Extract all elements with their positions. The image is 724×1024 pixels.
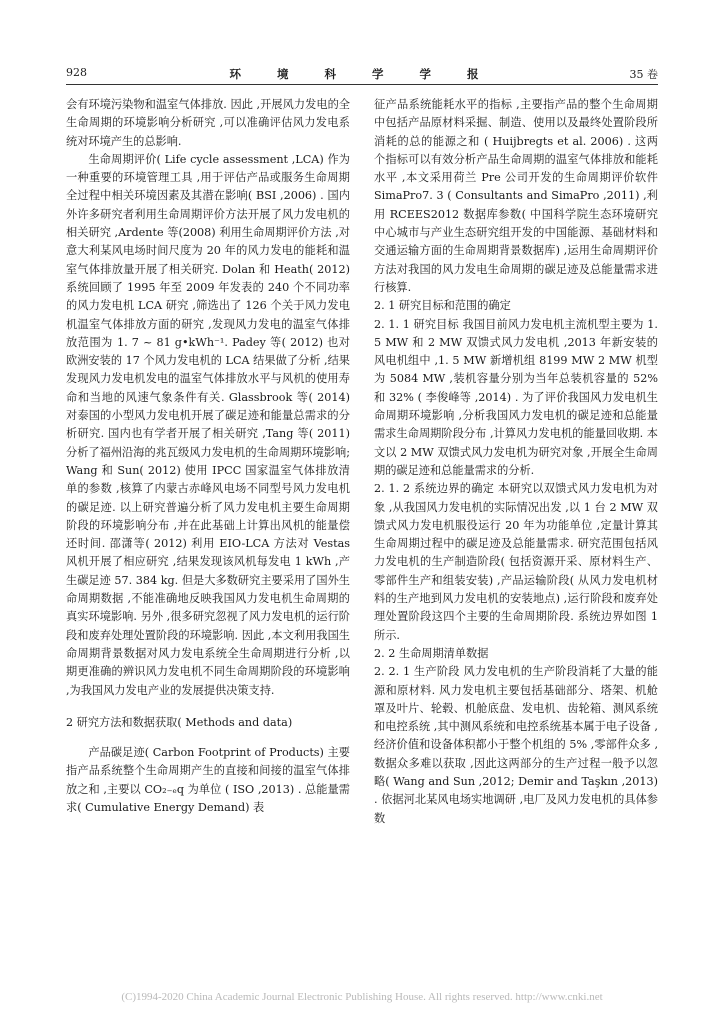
paragraph: 生命周期评价( Life cycle assessment ,LCA) 作为一种重要的环境管理工具 ,用于评估产品或服务生命周期全过程中相关环境因素及其潜在影响( BSI ,2006) . 国内外许多研究者利用生命周期评价方法开展了风力发电机的相关研究 ,Ardente 等(2008) 利用生命周期评价方法 ,对意大利某风电场时间尺度为 20 年的风力发电的能耗和温室气体排放量开展了相关研究. Dolan 和 Heath( 2012) 系统回顾了 1995 年至 2009 年发表的 240 个不同功率的风力发电机 LCA 研究 ,筛选出了 126 个关于风力发电机温室气体排放方面的研究 ,发现风力发电的温室气体排放范围为 1. 7 ~ 81 g•kWh⁻¹. Padey 等( 2012) 也对欧洲安装的 17 个风力发电机的 LCA 结果做了分析 ,结果发现风力发电机发电的温室气体排放水平与风机的使用寿命和当地的风速气象条件有关. Glassbrook 等( 2014) 对泰国的小型风力发电机开展了碳足迹和能量总需求的分析研究. 国内也有学者开展了相关研究 ,Tang 等( 2011) 分析了福州沿海的兆瓦级风力发电机的生命周期环境影响; Wang 和 Sun( 2012) 使用 IPCC 国家温室气体排放清单的参数 ,核算了内蒙古赤峰风电场不同型号风力发电机的碳足迹. 以上研究普遍分析了风力发电机主要生命周期阶段的环境影响分布 ,并在此基础上计算出风机的能量偿还时间. 邵潇等( 2012) 利用 EIO-LCA 方法对 Vestas 风机开展了相应研究 ,结果发现该风机每发电 1 kWh ,产生碳足迹 57. 384 kg. 但是大多数研究主要采用了国外生命周期数据 ,不能准确地反映我国风力发电机生命周期的真实环境影响. 另外 ,很多研究忽视了风力发电机的运行阶段和废弃处理处置阶段的环境影响. 因此 ,本文利用我国生命周期背景数据对风力发电系统全生命周期进行分析 ,以期更准确的辨识风力发电机不同生命周期阶段的环境影响 ,为我国风力发电产业的发展提供决策支持. xyxy=(66,152,350,697)
paragraph: 2. 1. 1 研究目标 我国目前风力发电机主流机型主要为 1. 5 MW 和 2 MW 双馈式风力发电机 ,2013 年新安装的风电机组中 ,1. 5 MW 新增机组 8199 MW 2 MW 机型为 5084 MW ,装机容量分别为当年总装机容量的 52% 和 32% ( 李俊峰等 ,2014) . 为了评价我国风力发电机生命周期环境影响 ,分析我国风力发电机的碳足迹和总能量需求生命周期阶段分布 ,计算风力发电机的能量回收期. 本文以 2 MW 双馈式风力发电机为研究对象 ,开展全生命周期的碳足迹和总能量需求的分析. xyxy=(374,317,658,477)
copyright-footer: (C)1994-2020 China Academic Journal Electronic Publishing House. All rights reserved. http://www.cnki.net xyxy=(121,991,603,1003)
paragraph: 征产品系统能耗水平的指标 ,主要指产品的整个生命周期中包括产品原材料采掘、制造、使用以及最终处置阶段所消耗的总的能源之和 ( Huijbregts et al. 2006) . 这两个指标可以有效分析产品生命周期的温室气体排放和能耗水平 ,本文采用荷兰 Pre 公司开发的生命周期评价软件 SimaPro7. 3 ( Consultants and SimaPro ,2011) ,利用 RCEES2012 数据库参数( 中国科学院生态环境研究中心城市与产业生态研究组开发的中国能源、基础材料和交通运输方面的生命周期背景数据库) ,运用生命周期评价方法对我国的风力发电生命周期的碳足迹及总能量需求进行核算. xyxy=(374,98,658,294)
page-number: 928 xyxy=(66,66,87,79)
volume-number: 35 卷 xyxy=(629,68,658,81)
left-column xyxy=(66,96,350,817)
right-column xyxy=(374,96,658,828)
running-header xyxy=(66,66,658,84)
section-heading: 2 研究方法和数据获取( Methods and data) xyxy=(66,715,293,729)
header-rule xyxy=(66,84,658,85)
subsection-heading: 2. 2 生命周期清单数据 xyxy=(374,646,489,660)
journal-title: 环 境 科 学 学 报 xyxy=(229,67,495,81)
paragraph: 2. 1. 2 系统边界的确定 本研究以双馈式风力发电机为对象 ,从我国风力发电机的实际情况出发 ,以 1 台 2 MW 双馈式风力发电机服役运行 20 年为功能单位 ,定量计算其生命周期过程中的碳足迹及总能量需求. 研究范围包括风力发电机的生产制造阶段( 包括资源开采、原材料生产、零部件生产和组装安装) ,产品运输阶段( 从风力发电机材料的生产地到风力发电机的安装地点) ,运行阶段和废弃处理处置阶段这四个主要的生命周期阶段. 系统边界如图 1 所示. xyxy=(374,482,658,642)
paragraph: 产品碳足迹( Carbon Footprint of Products) 主要指产品系统整个生命周期产生的直接和间接的温室气体排放之和 ,主要以 CO₂₋ₑq 为单位 ( ISO ,2013) . 总能量需求( Cumulative Energy Demand) 表 xyxy=(66,746,350,814)
paragraph: 2. 2. 1 生产阶段 风力发电机的生产阶段消耗了大量的能源和原材料. 风力发电机主要包括基础部分、塔架、机舱罩及叶片、轮毂、机舱底盘、发电机、齿轮箱、测风系统和电控系统 ,其中测风系统和电控系统基本属于电子设备 ,经济价值和设备体积都小于整个机组的 5% ,零部件众多 ,数据众多难以获取 ,因此这两部分的生产过程一般予以忽略( Wang and Sun ,2012; Demir and Taşkın ,2013) . 依据河北某风电场实地调研 ,电厂及风力发电机的具体参数 xyxy=(374,665,658,825)
subsection-heading: 2. 1 研究目标和范围的确定 xyxy=(374,299,511,313)
paragraph: 会有环境污染物和温室气体排放. 因此 ,开展风力发电的全生命周期的环境影响分析研究 ,可以准确评估风力发电系统对环境产生的总影响. xyxy=(66,98,350,148)
